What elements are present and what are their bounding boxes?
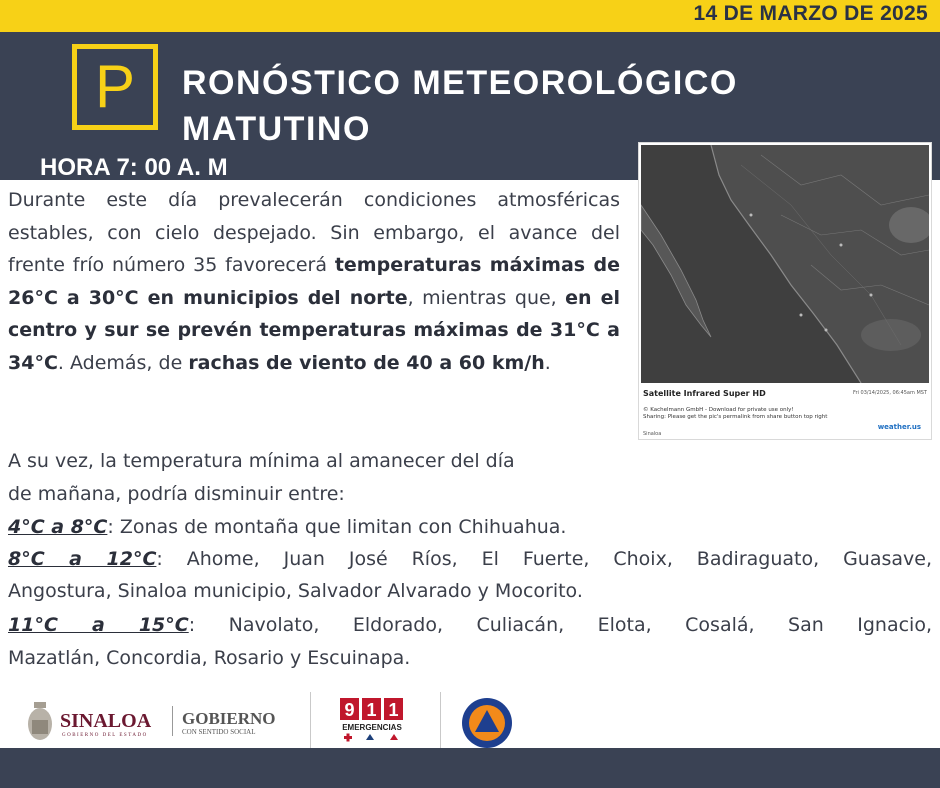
range-2-line-2: Angostura, Sinaloa municipio, Salvador Alvarado y Mocorito. (8, 580, 583, 602)
gobierno-name: GOBIERNO (182, 709, 276, 728)
svg-text:9: 9 (344, 700, 355, 720)
forecast-text-e: . Además, de (57, 351, 189, 374)
sinaloa-subtitle: GOBIERNO DEL ESTADO (62, 733, 148, 738)
fire-icon (390, 734, 398, 740)
satellite-brand: weather.us (877, 423, 921, 431)
satellite-map (641, 145, 929, 383)
title-initial: P (94, 53, 136, 120)
forecast-north-max: temperaturas máximas de 26°C a 30°C en municipios del norte (8, 254, 620, 309)
sinaloa-name: SINALOA (60, 710, 152, 732)
forecast-south-max: en el centro y sur se prevén temperaturas máximas de 31°C a 34°C (8, 286, 620, 374)
forecast-paragraph (8, 184, 620, 379)
satellite-caption: Satellite Infrared Super HD (643, 389, 766, 398)
range-2-label: 8°C a 12°C (8, 548, 157, 570)
logo-divider-1 (310, 692, 311, 750)
logo-divider-2 (440, 692, 441, 750)
svg-text:1: 1 (388, 700, 399, 720)
satellite-copyright-1: © Kachelmann GmbH - Download for private use only! (643, 407, 794, 413)
emergency-911-logo (336, 696, 408, 748)
range-3-text-1: : Navolato, Eldorado, Culiacán, Elota, Cosalá, San Ignacio, (188, 614, 933, 636)
forecast-text-c: , mientras que, (407, 286, 566, 309)
forecast-wind: rachas de viento de 40 a 60 km/h (188, 351, 545, 374)
range-2-line-1 (8, 548, 932, 570)
title-line-2: MATUTINO (182, 110, 371, 148)
satellite-copyright-2: Sharing: Please get the pic's permalink from share button top right (643, 414, 828, 420)
range-3-line-2: Mazatlán, Concordia, Rosario y Escuinapa. (8, 647, 411, 669)
min-temp-intro-2: de mañana, podría disminuir entre: (8, 483, 345, 505)
forecast-text-g: . (544, 351, 551, 374)
police-icon (366, 734, 374, 740)
footer-bar (0, 748, 940, 788)
range-2-text-1: : Ahome, Juan José Ríos, El Fuerte, Choix, Badiraguato, Guasave, (156, 548, 932, 570)
report-time: HORA 7: 00 A. M (40, 154, 228, 181)
satellite-image (638, 142, 932, 440)
range-3-label: 11°C a 15°C (8, 614, 189, 636)
range-1 (8, 516, 566, 538)
top-date-bar (0, 0, 940, 32)
title-line-1: RONÓSTICO METEOROLÓGICO (182, 64, 738, 102)
range-1-label: 4°C a 8°C (8, 516, 108, 538)
forecast-text-a: Durante este día prevalecerán condiciones atmosféricas estables, con cielo despejado. Sin embargo, el avance del frente frío número 35 favorecerá (8, 189, 620, 276)
report-date: 14 DE MARZO DE 2025 (693, 2, 928, 25)
title-initial-box (72, 44, 158, 130)
civil-protection-logo (460, 696, 514, 750)
svg-text:1: 1 (366, 700, 377, 720)
gobierno-subtitle: CON SENTIDO SOCIAL (182, 728, 256, 736)
sinaloa-government-logo (24, 694, 294, 750)
sinaloa-crest-icon (28, 702, 52, 740)
range-3-line-1 (8, 614, 932, 636)
min-temp-intro-1: A su vez, la temperatura mínima al amanecer del día (8, 450, 515, 472)
satellite-date: Fri 03/14/2025, 06:45am MST (852, 390, 927, 396)
emergency-label: EMERGENCIAS (342, 723, 402, 732)
range-1-text: : Zonas de montaña que limitan con Chihuahua. (107, 516, 567, 538)
satellite-region: Sinaloa (643, 431, 662, 437)
